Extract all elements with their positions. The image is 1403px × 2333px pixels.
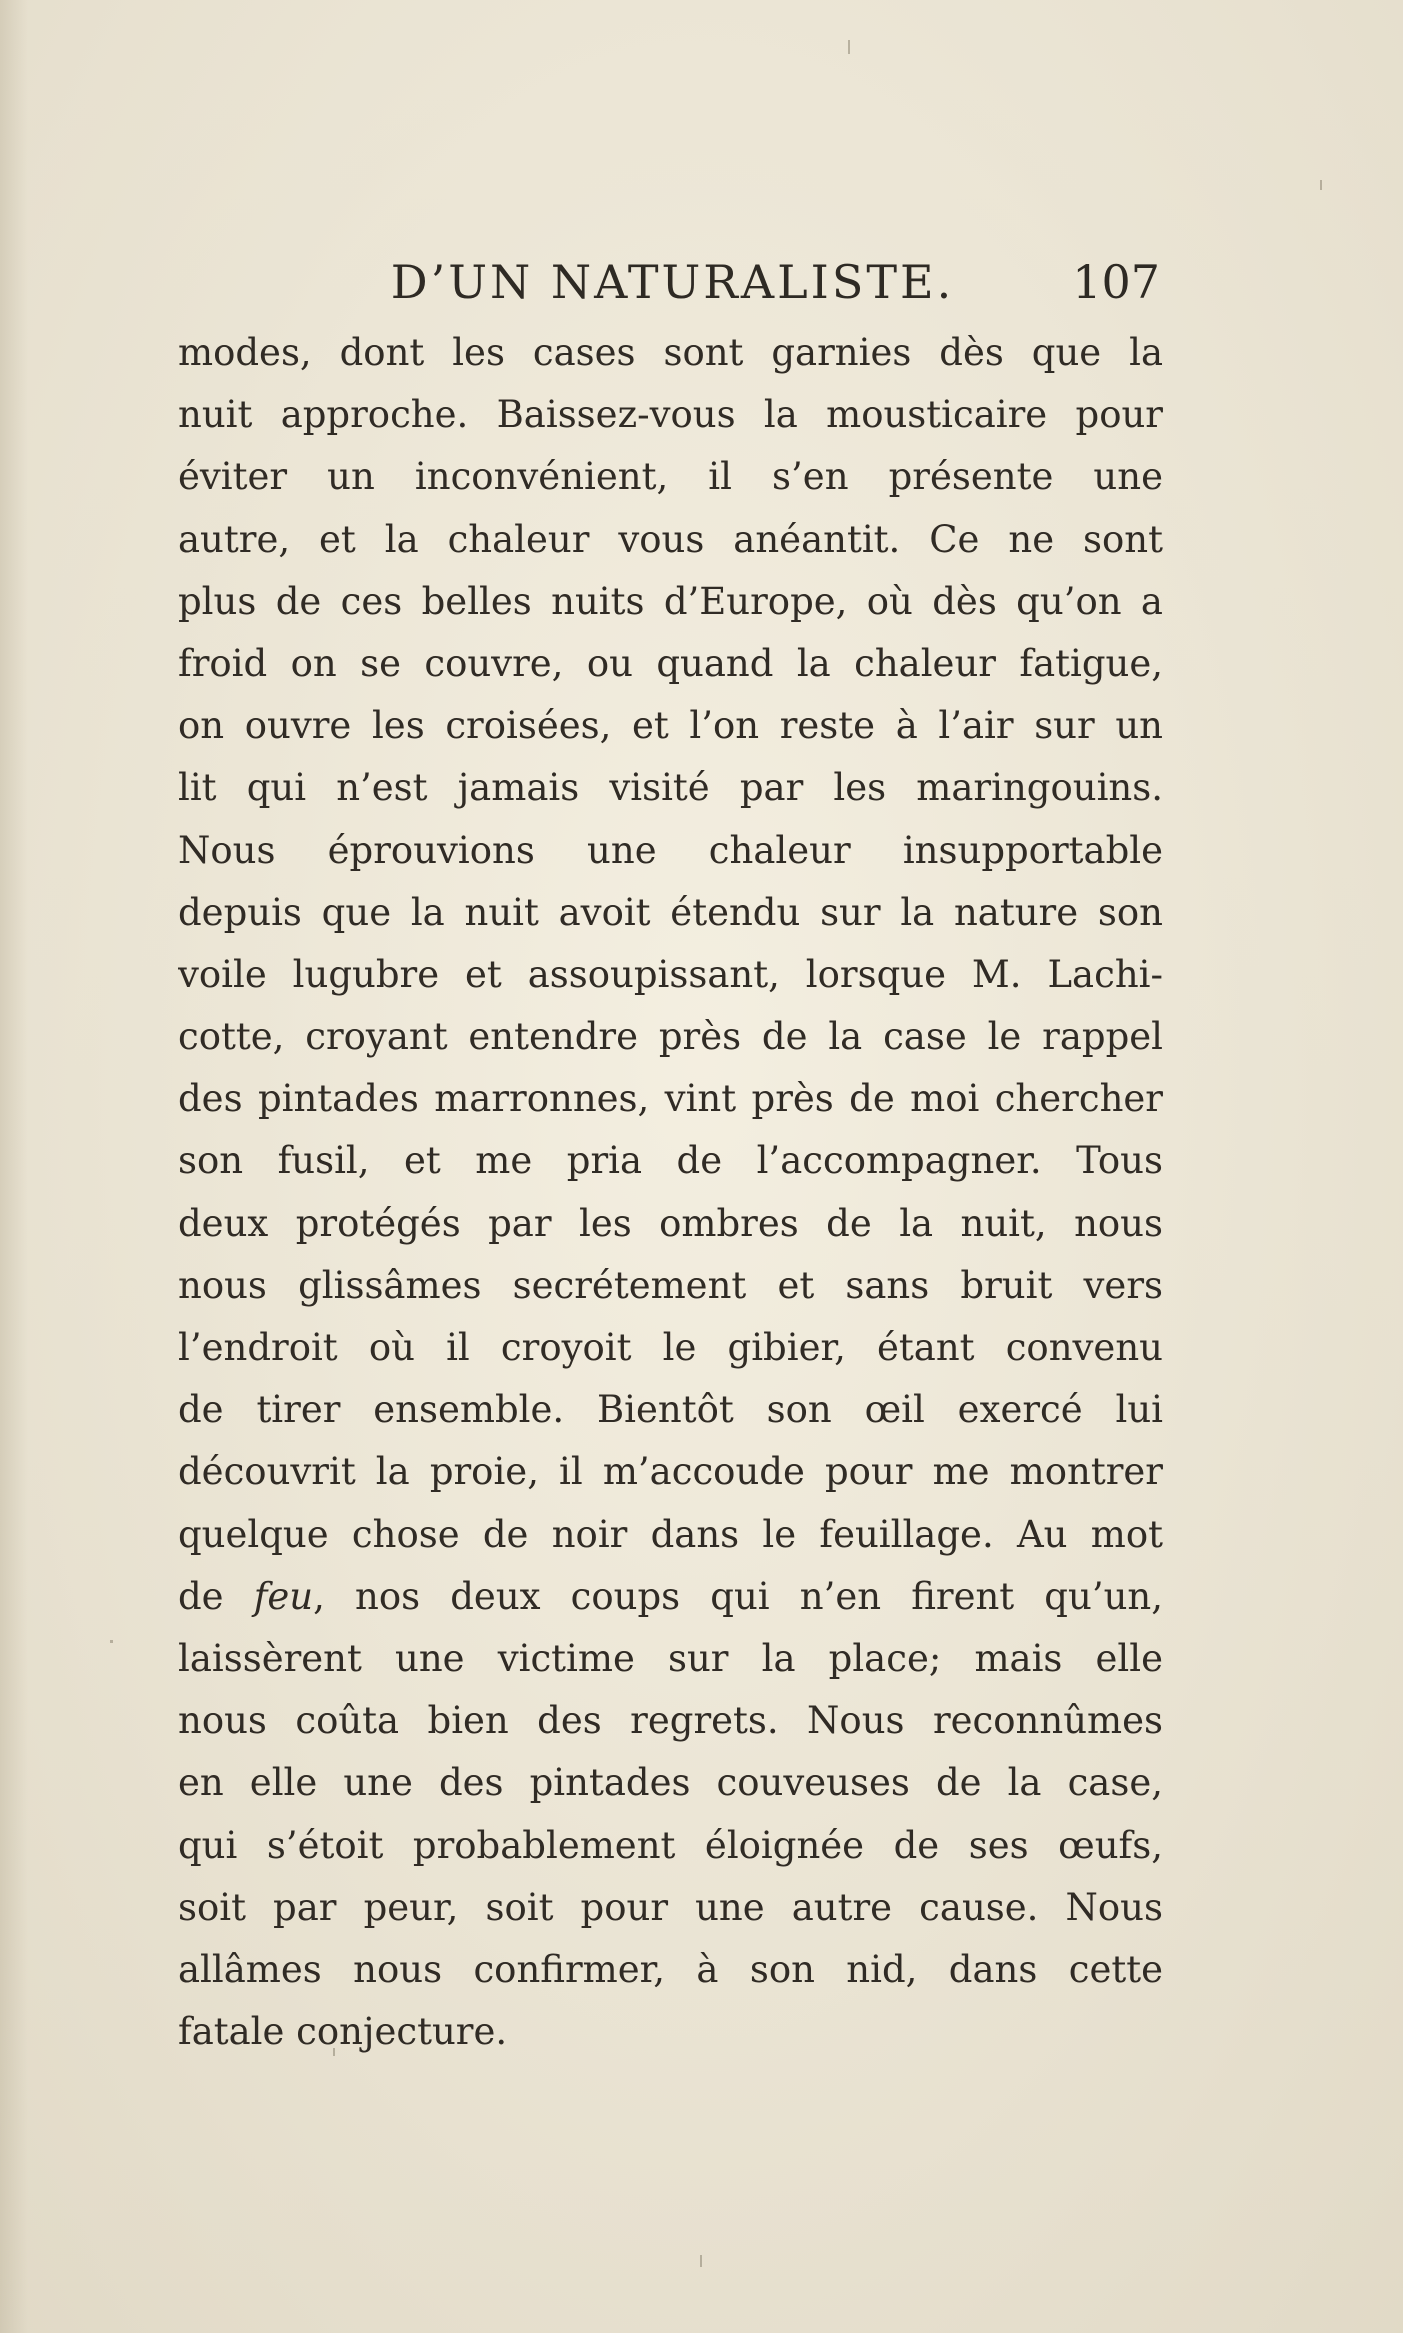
text-line: lit qui n’est jamais visité par les maringouins. xyxy=(178,766,1163,810)
paper-speck xyxy=(848,40,850,54)
text-line: depuis que la nuit avoit étendu sur la nature son xyxy=(178,890,1163,934)
page-header xyxy=(180,252,1165,312)
page-number: 107 xyxy=(1072,255,1160,309)
running-head: D’UN NATURALISTE. xyxy=(390,255,955,309)
text-line: on ouvre les croisées, et l’on reste à l’air sur un xyxy=(178,704,1163,748)
paper-speck xyxy=(700,2255,702,2267)
text-line: des pintades marronnes, vint près de moi chercher xyxy=(178,1077,1163,1121)
text-line: nous coûta bien des regrets. Nous reconnûmes xyxy=(178,1699,1163,1743)
text-line: laissèrent une victime sur la place; mais elle xyxy=(178,1636,1163,1680)
text-line: découvrit la proie, il m’accoude pour me montrer xyxy=(178,1450,1163,1494)
paper-speck xyxy=(110,1640,113,1643)
text-line: en elle une des pintades couveuses de la case, xyxy=(178,1761,1163,1805)
text-line-feu xyxy=(178,1566,1163,1628)
text-line: soit par peur, soit pour une autre cause. Nous xyxy=(178,1885,1163,1929)
paper-speck xyxy=(1320,180,1322,190)
paper-speck xyxy=(333,2048,335,2056)
body-text xyxy=(178,322,1163,2063)
page-edge-shadow xyxy=(0,0,28,2333)
italic-word: feu xyxy=(253,1574,314,1618)
text-line: froid on se couvre, ou quand la chaleur fatigue, xyxy=(178,641,1163,685)
text-line: nuit approche. Baissez-vous la mousticaire pour xyxy=(178,393,1163,437)
text-line: Nous éprouvions une chaleur insupportable xyxy=(178,828,1163,872)
text-line: de tirer ensemble. Bientôt son œil exercé lui xyxy=(178,1388,1163,1432)
text-line: l’endroit où il croyoit le gibier, étant convenu xyxy=(178,1326,1163,1369)
text-line: éviter un inconvénient, il s’en présente une xyxy=(178,455,1163,499)
text-line: nous glissâmes secrétement et sans bruit vers xyxy=(178,1263,1163,1307)
text-line: allâmes nous confirmer, à son nid, dans cette xyxy=(178,1947,1163,1991)
text-line: quelque chose de noir dans le feuillage. Au mot xyxy=(178,1512,1163,1556)
text-line: plus de ces belles nuits d’Europe, où dès qu’on a xyxy=(178,579,1163,623)
text-line: modes, dont les cases sont garnies dès que la xyxy=(178,331,1163,374)
text-line: cotte, croyant entendre près de la case le rappel xyxy=(178,1015,1163,1059)
last-text-line: fatale conjecture. xyxy=(178,2010,508,2054)
text-line: qui s’étoit probablement éloignée de ses œufs, xyxy=(178,1823,1163,1867)
text-segment: , nos deux coups qui n’en firent qu’un, xyxy=(313,1574,1163,1618)
text-line: deux protégés par les ombres de la nuit, nous xyxy=(178,1201,1163,1245)
text-line: voile lugubre et assoupissant, lorsque M. Lachi- xyxy=(178,952,1163,996)
text-segment: de xyxy=(178,1574,254,1618)
text-line: autre, et la chaleur vous anéantit. Ce ne sont xyxy=(178,517,1163,561)
text-line: son fusil, et me pria de l’accompagner. Tous xyxy=(178,1139,1163,1183)
